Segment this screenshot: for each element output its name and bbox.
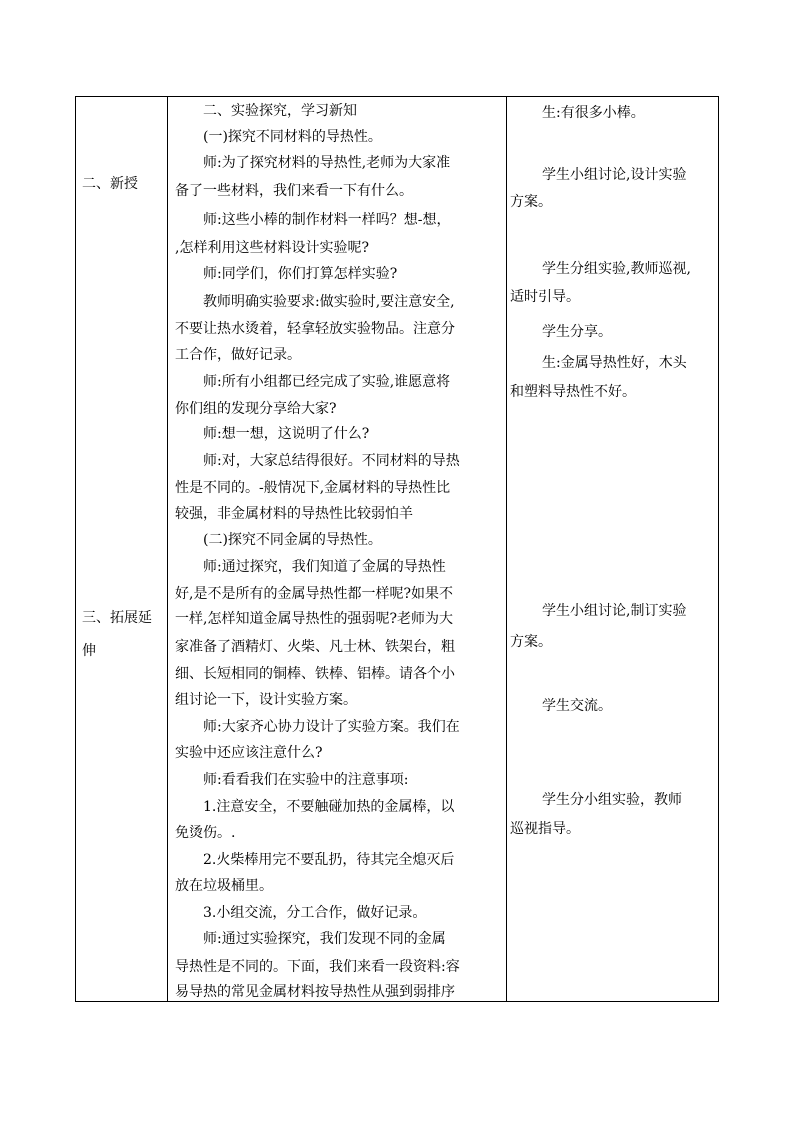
content-line: 教师明确实验要求:做实验时,要注意安全, [203,294,455,310]
content-line: 师:通过探究，我们知道了金属的导热性 [203,559,446,575]
content-line: 师:为了探究材料的导热性,老师为大家准 [203,155,451,171]
content-line: 1.注意安全，不要触碰加热的金属棒，以 [203,799,455,815]
content-line: 二、实验探究，学习新知 [203,103,357,119]
section-column [76,97,167,1001]
student-line: 生:有很多小棒。 [542,105,645,121]
content-line: 师:大家齐心协力设计了实验方案。我们在 [203,719,460,735]
content-line: 师:看看我们在实验中的注意事项: [203,772,409,788]
section-label: 三、拓展延 [82,610,152,626]
student-column [506,97,720,1001]
student-line: 学生交流。 [542,698,612,714]
student-line: 方案。 [510,634,552,650]
content-line: 2.火柴棒用完不要乱扔，待其完全熄灭后 [203,852,455,868]
content-line: 组讨论一下，设计实验方案。 [175,692,357,708]
student-line: 方案。 [510,194,552,210]
content-line: 放在垃圾桶里。 [175,878,273,894]
content-line: 师:对，大家总结得很好。不同材料的导热 [203,453,460,469]
section-label: 二、新授 [82,176,138,192]
lesson-table [75,96,719,1002]
student-line: 学生小组讨论,制订实验 [542,603,687,619]
content-line: 3.小组交流，分工合作，做好记录。 [203,905,427,921]
content-line: 较强，非金属材料的导热性比较弱怕羊 [175,506,413,522]
content-line: (二)探究不同金属的导热性。 [203,532,382,548]
student-line: 生:金属导热性好，木头 [542,355,687,371]
content-line: 师:同学们，你们打算怎样实验? [203,266,398,282]
student-line: 学生分组实验,教师巡视, [542,261,691,277]
content-line: 细、长短相同的铜棒、铁棒、铝棒。请各个小 [175,666,455,682]
section-label: 伸 [82,643,96,659]
student-line: 学生小组讨论,设计实验 [542,167,687,183]
content-line: (一)探究不同材料的导热性。 [203,129,382,145]
content-line: 工合作，做好记录。 [175,347,301,363]
content-line: 家准备了酒精灯、火柴、凡士林、铁架台，粗 [175,639,455,655]
content-line: 师:所有小组都已经完成了实验,谁愿意将 [203,374,451,390]
content-line: 师:通过实验探究，我们发现不同的金属 [203,931,446,947]
content-line: 实验中还应该注意什么? [175,745,323,761]
student-line: 适时引导。 [510,289,580,305]
content-line: 不要让热水烫着，轻拿轻放实验物品。注意分 [175,321,455,337]
content-line: 免烫伤。. [175,825,236,841]
student-line: 学生分享。 [542,324,612,340]
student-line: 巡视指导。 [510,821,580,837]
content-line: 好,是不是所有的金属导热性都一样呢?如果不 [175,586,453,602]
content-line: 导热性是不同的。下面，我们来看一段资料:容 [175,959,460,975]
student-line: 学生分小组实验，教师 [542,792,682,808]
student-line: 和塑料导热性不好。 [510,384,636,400]
content-line: 师:这些小棒的制作材料一样吗？想-想， [203,212,451,228]
content-line: 一样,怎样知道金属导热性的强弱呢?老师为大 [175,611,453,627]
content-line: 性是不同的。-般情况下,金属材料的导热性比 [175,480,451,496]
content-line: 你们组的发现分享给大家? [175,401,337,417]
content-line: ,怎样利用这些材料设计实验呢? [175,240,369,256]
content-line: 师:想一想，这说明了什么? [203,426,370,442]
content-line: 易导热的常见金属材料按导热性从强到弱排序 [175,984,455,1000]
content-line: 备了一些材料，我们来看一下有什么。 [175,183,413,199]
content-column [167,97,506,1001]
